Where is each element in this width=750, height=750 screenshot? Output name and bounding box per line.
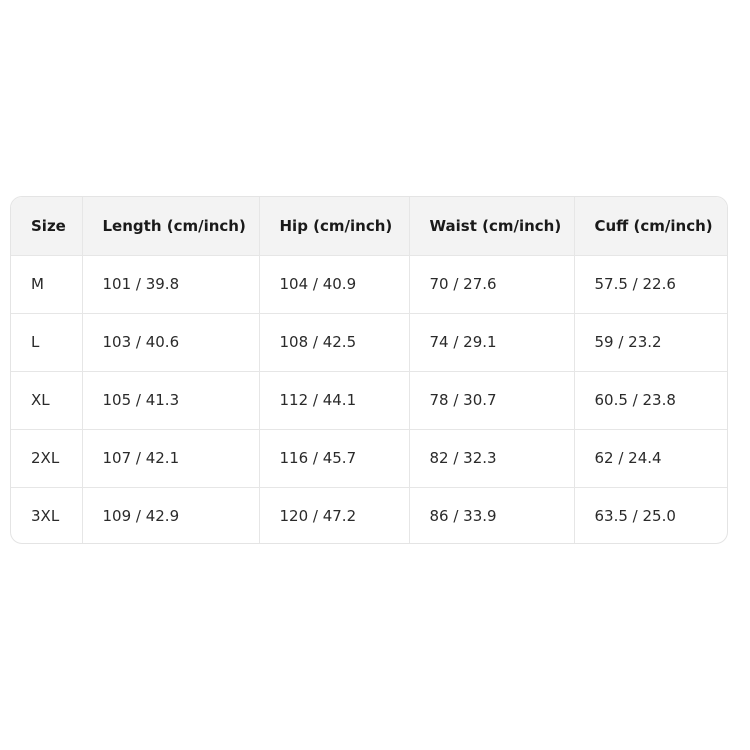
cell-length: 101 / 39.8 xyxy=(82,255,259,313)
table-row xyxy=(11,255,728,313)
table-row xyxy=(11,487,728,544)
size-chart xyxy=(11,197,728,544)
table-header xyxy=(11,197,728,255)
cell-hip: 104 / 40.9 xyxy=(259,255,409,313)
header-hip: Hip (cm/inch) xyxy=(259,197,409,255)
cell-length: 107 / 42.1 xyxy=(82,429,259,487)
cell-cuff: 62 / 24.4 xyxy=(574,429,728,487)
header-waist: Waist (cm/inch) xyxy=(409,197,574,255)
cell-hip: 120 / 47.2 xyxy=(259,487,409,544)
cell-waist: 82 / 32.3 xyxy=(409,429,574,487)
cell-cuff: 57.5 / 22.6 xyxy=(574,255,728,313)
cell-size: XL xyxy=(11,371,82,429)
header-length: Length (cm/inch) xyxy=(82,197,259,255)
cell-waist: 70 / 27.6 xyxy=(409,255,574,313)
cell-size: L xyxy=(11,313,82,371)
cell-length: 109 / 42.9 xyxy=(82,487,259,544)
table-row xyxy=(11,371,728,429)
cell-hip: 108 / 42.5 xyxy=(259,313,409,371)
cell-length: 105 / 41.3 xyxy=(82,371,259,429)
cell-waist: 78 / 30.7 xyxy=(409,371,574,429)
cell-size: 3XL xyxy=(11,487,82,544)
cell-hip: 116 / 45.7 xyxy=(259,429,409,487)
header-row xyxy=(11,197,728,255)
cell-waist: 74 / 29.1 xyxy=(409,313,574,371)
cell-size: M xyxy=(11,255,82,313)
header-size: Size xyxy=(11,197,82,255)
cell-cuff: 63.5 / 25.0 xyxy=(594,507,676,526)
table-row xyxy=(11,313,728,371)
header-cuff: Cuff (cm/inch) xyxy=(574,197,728,255)
size-chart-table xyxy=(10,196,728,544)
cell-length: 103 / 40.6 xyxy=(82,313,259,371)
cell-cuff: 59 / 23.2 xyxy=(574,313,728,371)
cell-cuff: 60.5 / 23.8 xyxy=(574,371,728,429)
cell-waist: 86 / 33.9 xyxy=(409,487,574,544)
cell-hip: 112 / 44.1 xyxy=(259,371,409,429)
table-body xyxy=(11,255,728,544)
cell-size: 2XL xyxy=(11,429,82,487)
table-row xyxy=(11,429,728,487)
